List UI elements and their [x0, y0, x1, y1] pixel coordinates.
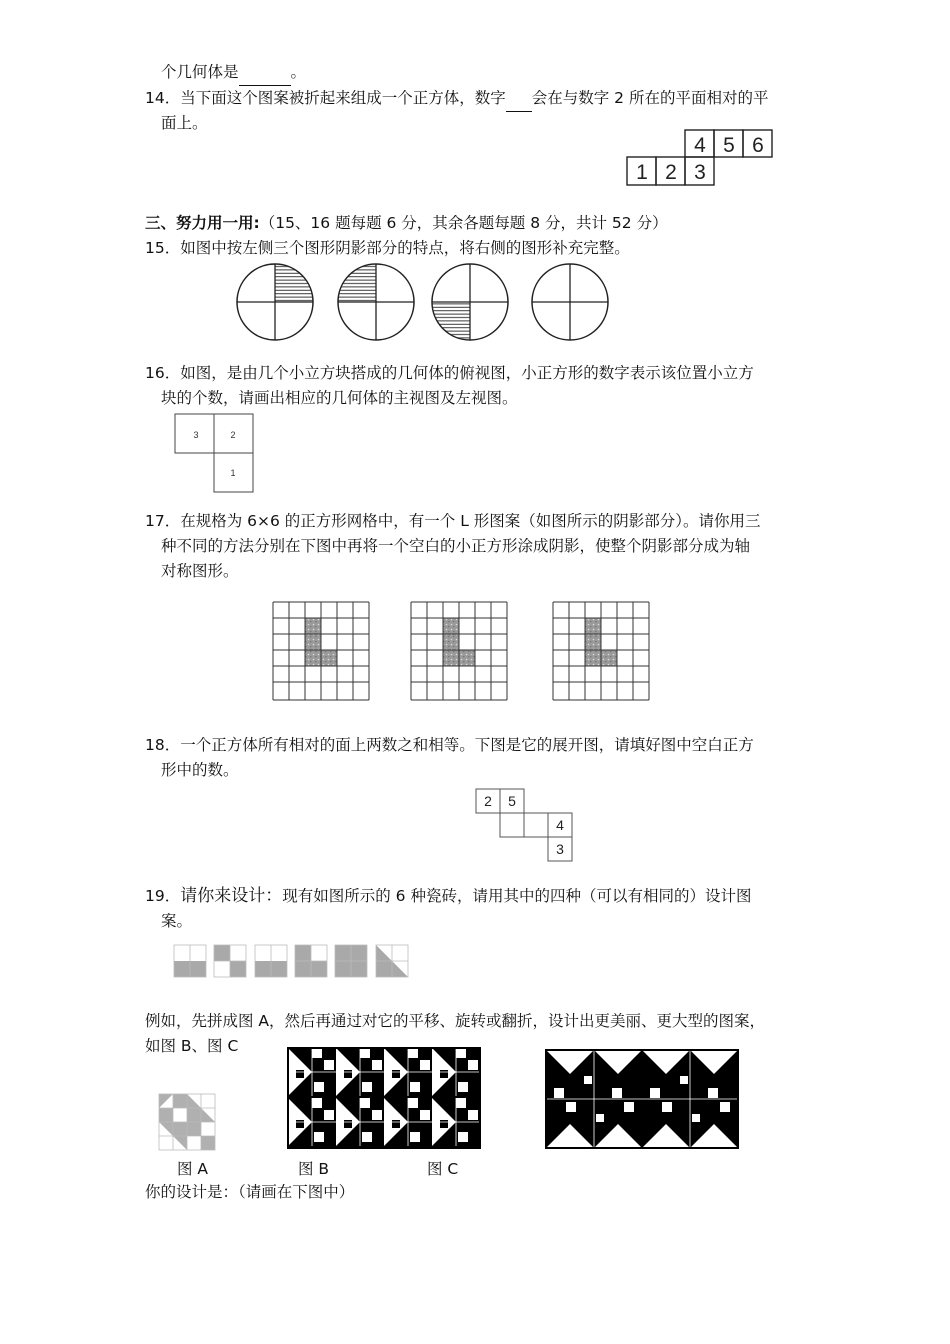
q14-number: 14． [145, 89, 181, 107]
q17-grid-2[interactable] [411, 602, 507, 700]
q18-cube-net [470, 786, 580, 864]
q15-circle-4-blank[interactable] [532, 264, 608, 340]
cell-count: 2 [230, 430, 236, 440]
q14-text-a: 当下面这个图案被折起来组成一个正方体，数字 [180, 89, 506, 107]
q19-line2: 案。 [161, 912, 193, 930]
net-number: 3 [694, 161, 706, 184]
q15-circle-1 [237, 264, 313, 340]
net-number: 4 [694, 134, 706, 157]
q17-text: 在规格为 6×6 的正方形网格中，有一个 L 形图案（如图所示的阴影部分）。请你用三 [180, 512, 761, 530]
section3-title: 三、努力用一用: [145, 214, 260, 232]
q13-text: 个几何体是 [161, 63, 239, 81]
q17-number: 17． [145, 512, 181, 530]
net-number: 5 [723, 134, 735, 157]
q18-text: 一个正方体所有相对的面上两数之和相等。下图是它的展开图，请填好图中空白正方 [180, 736, 754, 754]
q13-tail [161, 60, 306, 86]
q13-period: 。 [290, 63, 307, 81]
q17-grid-1[interactable] [273, 602, 369, 700]
q18-line1 [145, 733, 754, 758]
label-figure-c: 图 C [427, 1160, 459, 1178]
q15-circle-3 [432, 264, 508, 340]
cell-count: 1 [230, 468, 236, 478]
q19-line1 [145, 884, 751, 909]
figure-b [286, 1046, 482, 1152]
net-number: 1 [636, 161, 648, 184]
q18-line2: 形中的数。 [161, 761, 239, 779]
q14-cube-net [620, 124, 780, 190]
label-figure-a: 图 A [177, 1160, 209, 1178]
net-number: 2 [484, 793, 492, 809]
q17-line1 [145, 509, 761, 534]
q19-text: 现有如图所示的 6 种瓷砖，请用其中的四种（可以有相同的）设计图 [282, 887, 752, 905]
q16-text: 如图，是由几个小立方块搭成的几何体的俯视图，小正方形的数字表示该位置小立方 [180, 364, 754, 382]
q15-text: 如图中按左侧三个图形阴影部分的特点，将右侧的图形补充完整。 [180, 239, 630, 257]
q15-circles [230, 258, 620, 348]
q19-design-prompt: 你的设计是：（请画在下图中） [145, 1183, 355, 1201]
q16-top-view [170, 410, 260, 496]
q15-number: 15． [145, 239, 181, 257]
figure-c [544, 1048, 742, 1152]
q16-line2: 块的个数，请画出相应的几何体的主视图及左视图。 [161, 389, 518, 407]
net-cell-blank[interactable] [524, 813, 548, 837]
q13-answer-blank[interactable] [239, 60, 291, 86]
q14-answer-blank[interactable] [506, 86, 532, 112]
net-number: 5 [508, 793, 516, 809]
q18-number: 18． [145, 736, 181, 754]
cell-count: 3 [193, 430, 199, 440]
q14-text-b: 会在与数字 2 所在的平面相对的平 [531, 89, 769, 107]
q17-line3: 对称图形。 [161, 562, 239, 580]
q17-line2: 种不同的方法分别在下图中再将一个空白的小正方形涂成阴影，使整个阴影部分成为轴 [161, 537, 751, 555]
q15-circle-2 [338, 264, 414, 340]
net-number: 6 [752, 134, 764, 157]
q16-number: 16． [145, 364, 181, 382]
q14-line2: 面上。 [161, 114, 208, 132]
section3-heading [145, 211, 668, 236]
q17-grids [268, 598, 658, 706]
q19-example-line1: 例如，先拼成图 A，然后再通过对它的平移、旋转或翻折，设计出更美丽、更大型的图案， [145, 1012, 766, 1030]
q14-line1 [145, 86, 768, 112]
net-number: 2 [665, 161, 677, 184]
q19-tiles [168, 940, 418, 982]
label-figure-b: 图 B [298, 1160, 330, 1178]
figure-a [155, 1090, 221, 1156]
q17-grid-3[interactable] [553, 602, 649, 700]
q16-line1 [145, 361, 754, 386]
q19-lead: 请你来设计： [180, 886, 283, 906]
q19-example-line2: 如图 B、图 C [145, 1037, 239, 1055]
section3-note: （15、16 题每题 6 分，其余各题每题 8 分，共计 52 分） [259, 214, 668, 232]
net-cell-blank[interactable] [500, 813, 524, 837]
q19-number: 19． [145, 887, 181, 905]
net-number: 4 [556, 817, 564, 833]
net-number: 3 [556, 841, 564, 857]
